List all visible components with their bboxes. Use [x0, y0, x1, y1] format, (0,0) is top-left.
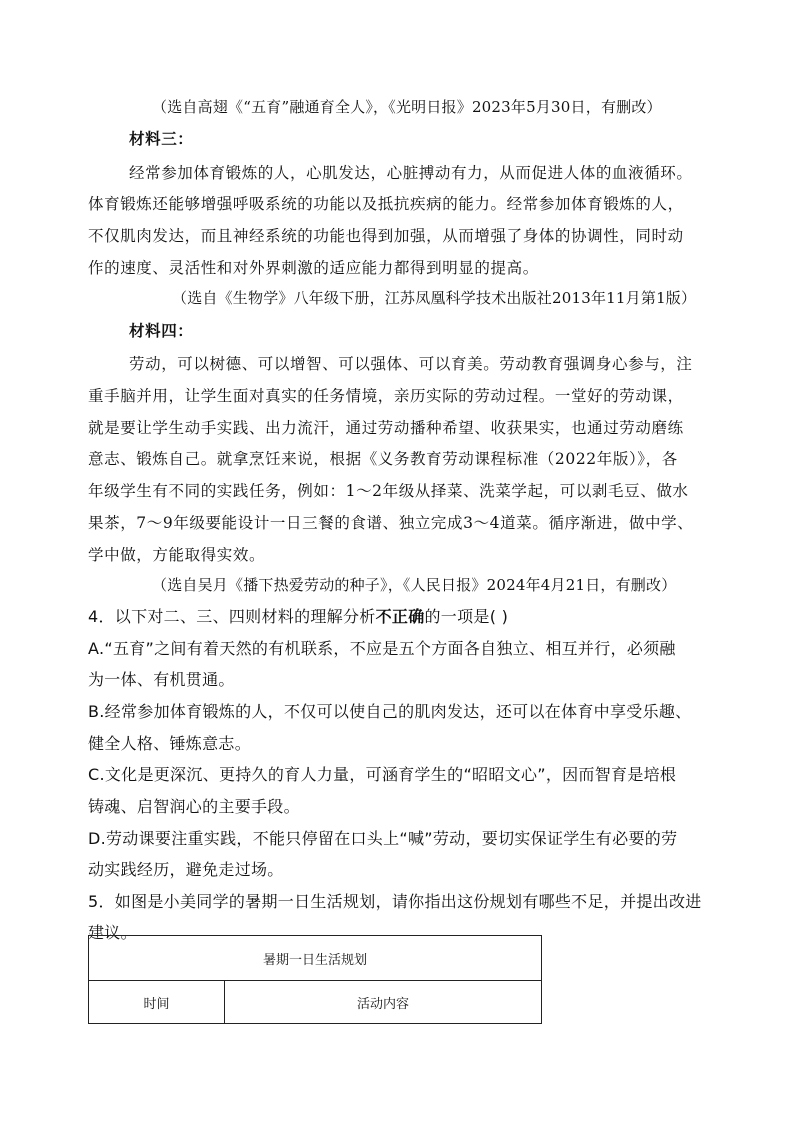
- source-citation-2: （选自高翅《“五育”融通育全人》，《光明日报》2023年5月30日，有删改）: [152, 98, 662, 116]
- material3-heading: 材料三：: [129, 129, 194, 148]
- question5-line2: 建议。: [88, 923, 137, 942]
- material4-line: 就是要让学生动手实践、出力流汗，通过劳动播种希望、收获果实，也通过劳动磨练: [88, 419, 684, 437]
- summer-plan-table: [88, 935, 542, 1024]
- question4-stem: [88, 604, 508, 627]
- material4-line: 年级学生有不同的实践任务，例如：1～2年级从择菜、洗菜学起，可以剥毛豆、做水: [88, 482, 689, 500]
- material3-line: 作的速度、灵活性和对外界刺激的适应能力都得到明显的提高。: [88, 259, 539, 277]
- option-a-line1: A.“五育”之间有着天然的有机联系，不应是五个方面各自独立、相互并行，必须融: [88, 639, 676, 658]
- option-d-line1: D.劳动课要注重实践，不能只停留在口头上“喊”劳动，要切实保证学生有必要的劳: [88, 829, 678, 848]
- material4-line: 重手脑并用，让学生面对真实的任务情境，亲历实际的劳动过程。一堂好的劳动课，: [88, 387, 684, 405]
- material3-source: （选自《生物学》八年级下册，江苏凤凰科学技术出版社2013年11月第1版）: [172, 289, 697, 307]
- material4-heading: 材料四：: [129, 321, 194, 340]
- table-header-time: 时间: [89, 981, 225, 1024]
- material4-line: 学中做，方能取得实效。: [88, 546, 266, 564]
- table-title: 暑期一日生活规划: [89, 936, 542, 981]
- question4-stem-pre: 4．以下对二、三、四则材料的理解分析: [88, 607, 376, 626]
- material3-line: 体育锻炼还能够增强呼吸系统的功能以及抵抗疾病的能力。经常参加体育锻炼的人，: [88, 195, 684, 213]
- option-a-line2: 为一体、有机贯通。: [88, 670, 235, 689]
- option-b-line1: B.经常参加体育锻炼的人，不仅可以使自己的肌肉发达，还可以在体育中享受乐趣、: [88, 702, 692, 721]
- option-b-line2: 健全人格、锤炼意志。: [88, 734, 252, 753]
- material4-source: （选自吴月《播下热爱劳动的种子》，《人民日报》2024年4月21日，有删改）: [152, 576, 677, 594]
- table-header-activity: 活动内容: [225, 981, 542, 1024]
- material4-line: 果茶，7～9年级要能设计一日三餐的食谱、独立完成3～4道菜。循序渐进，做中学、: [88, 514, 694, 532]
- option-c-line1: C.文化是更深沉、更持久的育人力量，可涵育学生的“昭昭文心”，因而智育是培根: [88, 765, 677, 784]
- option-c-line2: 铸魂、启智润心的主要手段。: [88, 797, 300, 816]
- material4-line: 劳动，可以树德、可以增智、可以强体、可以育美。劳动教育强调身心参与，注: [129, 355, 693, 373]
- material3-line: 不仅肌肉发达，而且神经系统的功能也得到加强，从而增强了身体的协调性，同时动: [88, 227, 684, 245]
- option-d-line2: 动实践经历，避免走过场。: [88, 860, 284, 879]
- question4-stem-post: 的一项是( ): [424, 607, 509, 626]
- material3-line: 经常参加体育锻炼的人，心肌发达，心脏搏动有力，从而促进人体的血液循环。: [129, 164, 693, 182]
- material4-line: 意志、锻炼自己。就拿烹饪来说，根据《义务教育劳动课程标准（2022年版）》，各: [88, 450, 678, 468]
- question4-stem-emphasis: 不正确: [375, 607, 425, 626]
- question5-line1: 5．如图是小美同学的暑期一日生活规划，请你指出这份规划有哪些不足，并提出改进: [88, 892, 702, 911]
